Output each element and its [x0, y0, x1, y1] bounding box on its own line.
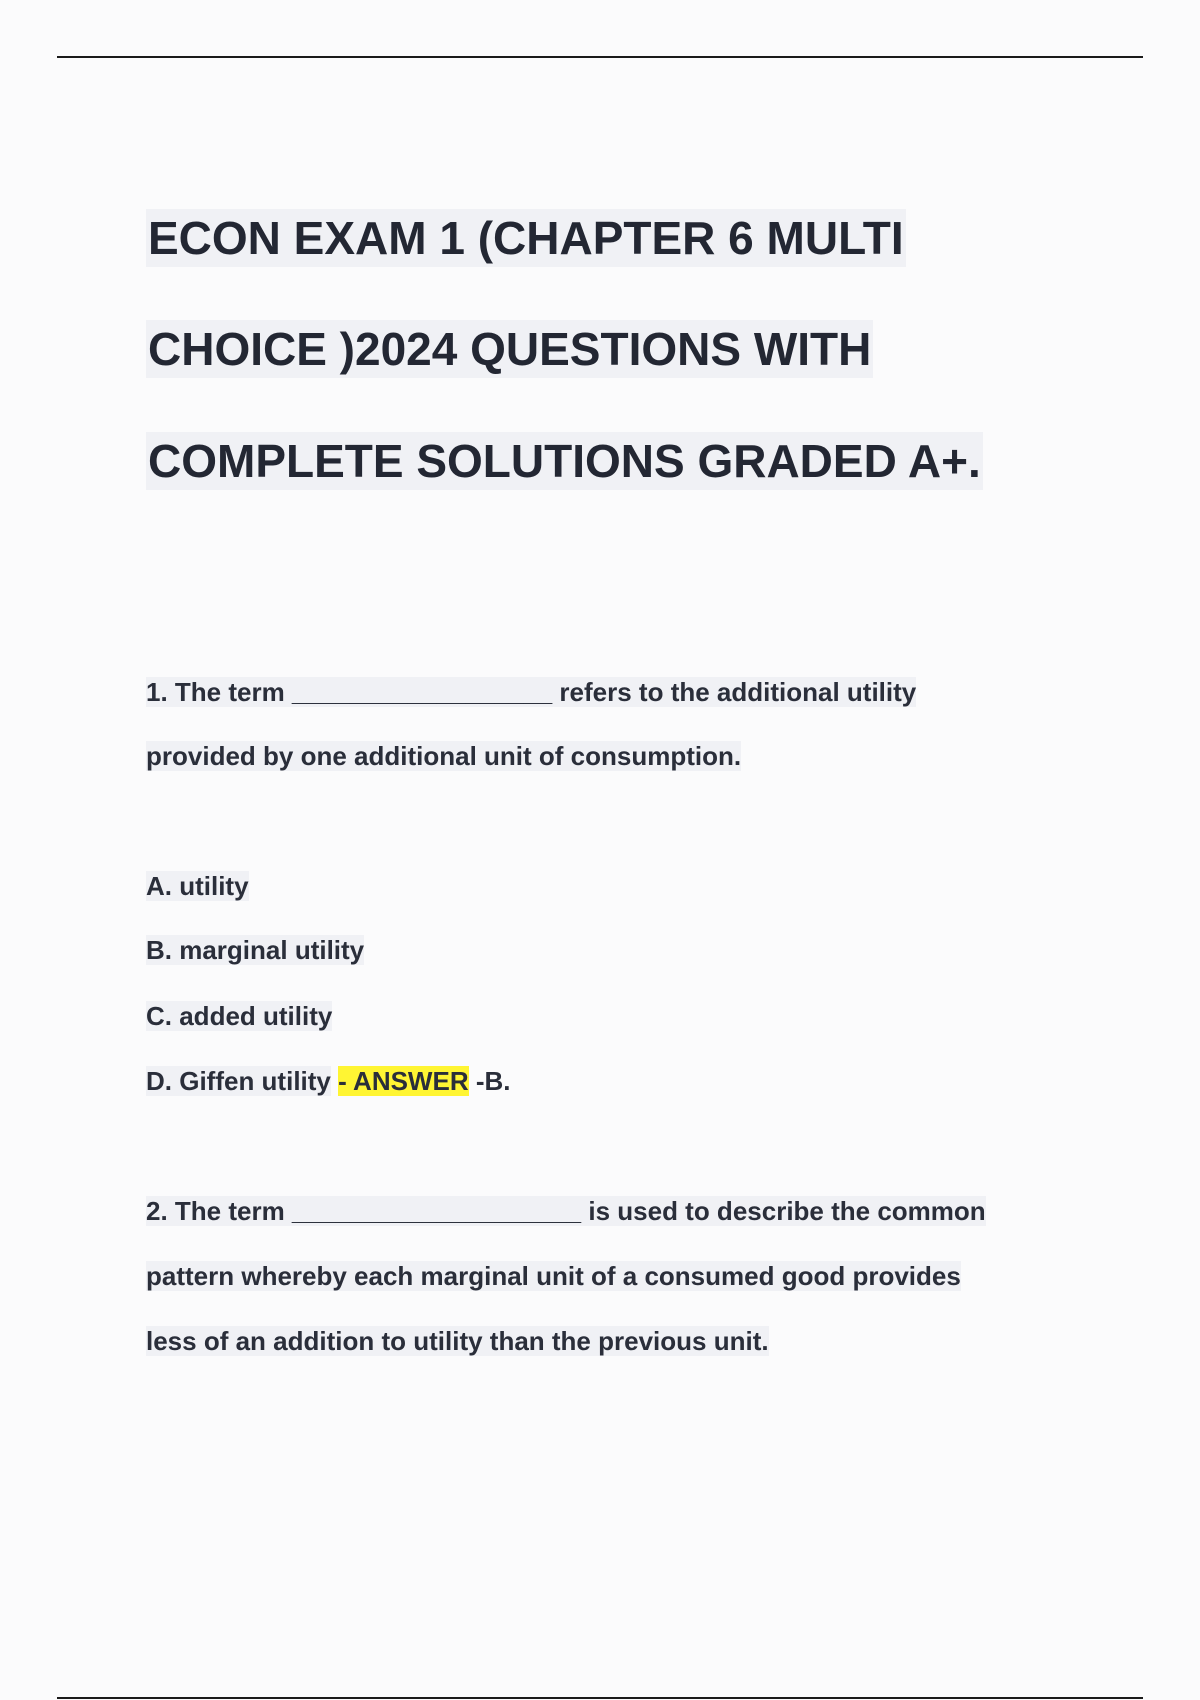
option-b-text: B. marginal utility — [146, 935, 365, 965]
option-d-text: D. Giffen utility — [146, 1066, 331, 1096]
question-1-stem-line-1 — [146, 674, 916, 710]
question-2-stem-text-2: pattern whereby each marginal unit of a consumed good provides — [146, 1261, 961, 1291]
question-2-stem-line-3 — [146, 1323, 769, 1359]
question-2-stem-line-1 — [146, 1193, 986, 1229]
option-a — [146, 868, 249, 904]
question-1-stem-text-2: provided by one additional unit of consumption. — [146, 741, 742, 771]
option-a-text: A. utility — [146, 871, 249, 901]
option-c-text: C. added utility — [146, 1001, 333, 1031]
option-c — [146, 998, 332, 1034]
title-line-2: CHOICE )2024 QUESTIONS WITH — [146, 320, 873, 378]
answer-value: -B. — [475, 1066, 511, 1096]
title-line-3: COMPLETE SOLUTIONS GRADED A+. — [146, 432, 983, 490]
question-2-stem-text-3: less of an addition to utility than the previous unit. — [146, 1326, 769, 1356]
question-1-stem-text-1: 1. The term __________________ refers to the additional utility — [146, 677, 917, 707]
question-2-stem-text-1: 2. The term ____________________ is used to describe the common — [146, 1196, 986, 1226]
top-rule — [57, 56, 1143, 58]
question-2-stem-line-2 — [146, 1258, 961, 1294]
bottom-rule — [57, 1697, 1143, 1699]
answer-label: - ANSWER — [338, 1066, 469, 1096]
title-line-1: ECON EXAM 1 (CHAPTER 6 MULTI — [146, 209, 906, 267]
option-d — [146, 1063, 511, 1099]
question-1-stem-line-2 — [146, 738, 741, 774]
option-b — [146, 932, 364, 968]
